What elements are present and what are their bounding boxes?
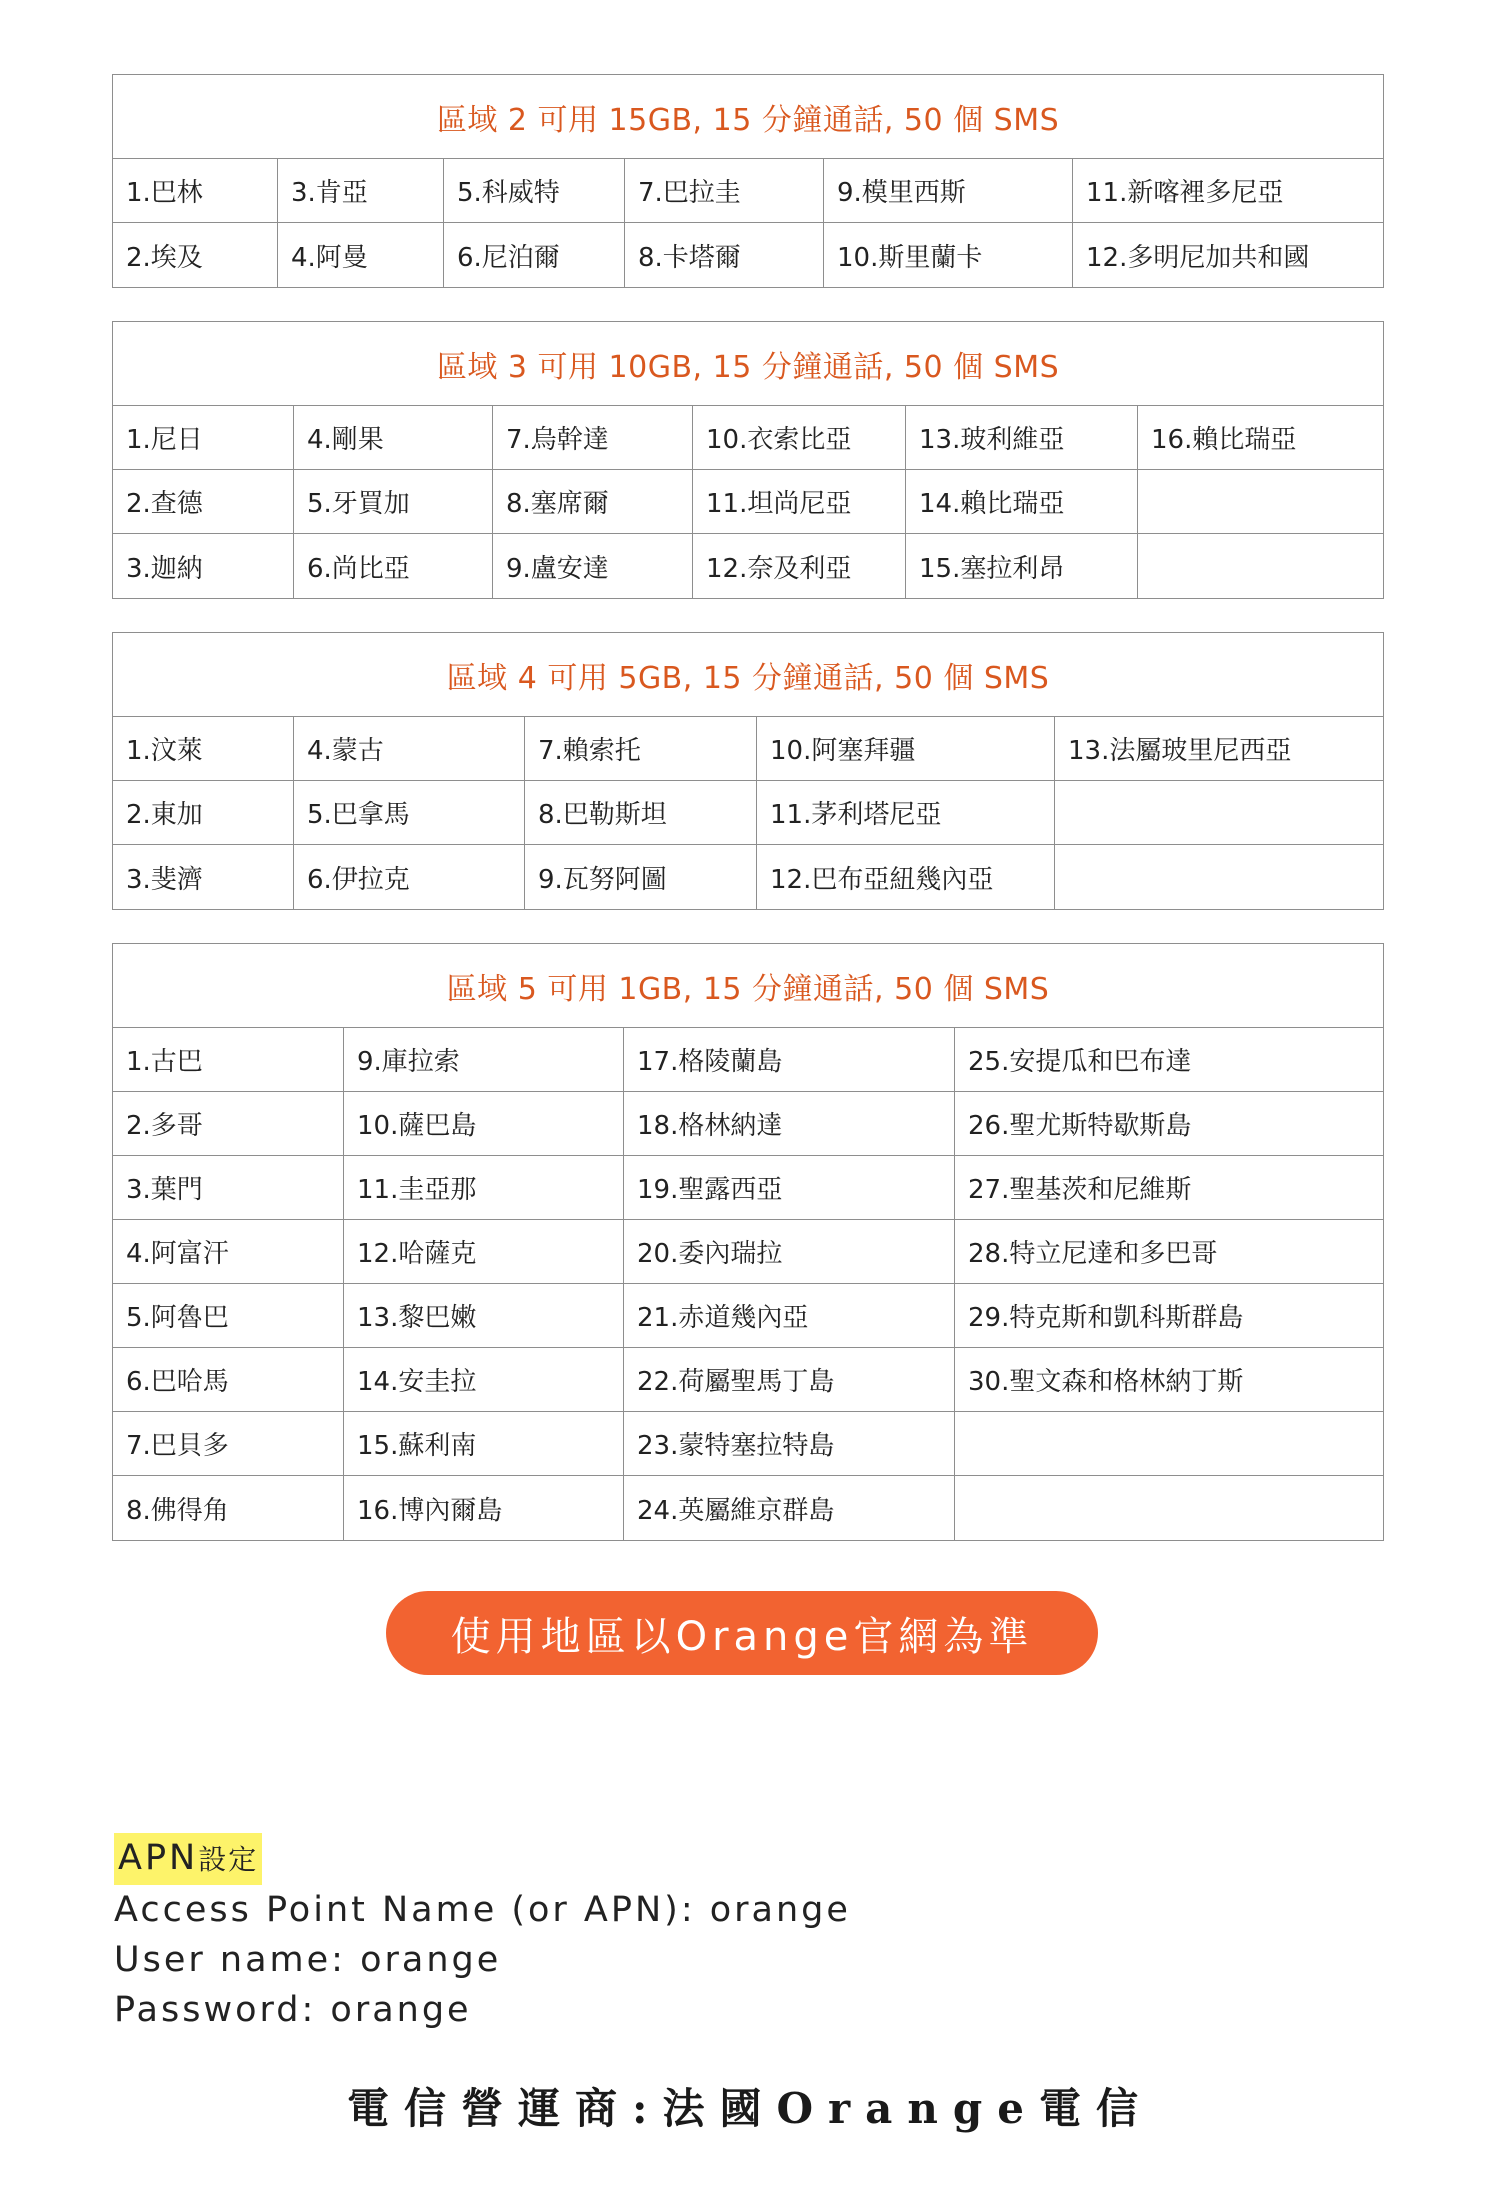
country-cell — [955, 1412, 1383, 1476]
region-5-grid — [113, 1028, 1383, 1540]
country-cell: 10.斯里蘭卡 — [824, 223, 1073, 287]
country-cell: 5.牙買加 — [294, 470, 493, 534]
country-cell: 3.迦納 — [113, 534, 294, 598]
country-cell: 25.安提瓜和巴布達 — [955, 1028, 1383, 1092]
country-cell: 30.聖文森和格林納丁斯 — [955, 1348, 1383, 1412]
country-cell: 23.蒙特塞拉特島 — [624, 1412, 955, 1476]
country-cell — [1138, 534, 1383, 598]
country-cell: 1.尼日 — [113, 406, 294, 470]
country-cell: 9.盧安達 — [493, 534, 693, 598]
country-cell: 3.葉門 — [113, 1156, 344, 1220]
country-cell: 14.安圭拉 — [344, 1348, 624, 1412]
country-cell: 11.圭亞那 — [344, 1156, 624, 1220]
country-cell: 9.庫拉索 — [344, 1028, 624, 1092]
country-cell: 12.多明尼加共和國 — [1086, 242, 1310, 273]
country-cell — [955, 1476, 1383, 1540]
apn-title — [114, 1833, 851, 1885]
country-cell: 4.阿曼 — [278, 223, 444, 287]
country-cell: 13.黎巴嫩 — [344, 1284, 624, 1348]
country-cell: 8.卡塔爾 — [625, 223, 824, 287]
country-cell: 8.巴勒斯坦 — [525, 781, 757, 845]
country-cell: 2.查德 — [113, 470, 294, 534]
country-cell: 9.模里西斯 — [824, 159, 1073, 223]
apn-name-line: Access Point Name (or APN): orange — [114, 1890, 851, 1930]
country-cell: 6.巴哈馬 — [113, 1348, 344, 1412]
country-cell: 20.委內瑞拉 — [624, 1220, 955, 1284]
country-cell: 4.剛果 — [294, 406, 493, 470]
country-cell: 5.阿魯巴 — [113, 1284, 344, 1348]
country-cell: 7.巴貝多 — [113, 1412, 344, 1476]
country-cell: 21.赤道幾內亞 — [624, 1284, 955, 1348]
country-cell: 2.多哥 — [113, 1092, 344, 1156]
country-cell: 16.賴比瑞亞 — [1138, 406, 1383, 470]
country-cell: 16.博內爾島 — [344, 1476, 624, 1540]
country-cell: 17.格陵蘭島 — [624, 1028, 955, 1092]
country-cell: 7.巴拉圭 — [625, 159, 824, 223]
country-cell: 11.茅利塔尼亞 — [757, 781, 1055, 845]
country-cell: 8.塞席爾 — [493, 470, 693, 534]
country-cell: 4.阿富汗 — [113, 1220, 344, 1284]
operator-footer: 電信營運商:法國Orange電信 — [346, 2084, 1154, 2133]
country-cell: 3.斐濟 — [113, 845, 294, 909]
country-cell: 13.玻利維亞 — [906, 406, 1138, 470]
country-cell — [1055, 845, 1383, 909]
country-cell — [1055, 781, 1383, 845]
apn-settings — [114, 1833, 851, 2035]
country-cell: 5.科威特 — [444, 159, 625, 223]
country-cell: 7.烏幹達 — [493, 406, 693, 470]
country-cell: 15.塞拉利昂 — [906, 534, 1138, 598]
country-cell: 26.聖尤斯特歇斯島 — [955, 1092, 1383, 1156]
country-cell: 24.英屬維京群島 — [624, 1476, 955, 1540]
country-cell: 2.東加 — [113, 781, 294, 845]
country-cell: 6.尼泊爾 — [444, 223, 625, 287]
country-cell: 15.蘇利南 — [344, 1412, 624, 1476]
country-cell: 28.特立尼達和多巴哥 — [955, 1220, 1383, 1284]
country-cell: 1.巴林 — [113, 159, 278, 223]
region-3-grid — [113, 406, 1383, 598]
country-cell: 8.佛得角 — [113, 1476, 344, 1540]
country-cell: 3.肯亞 — [278, 159, 444, 223]
country-cell: 6.伊拉克 — [294, 845, 525, 909]
region-2-table — [112, 74, 1384, 288]
apn-username-line: User name: orange — [114, 1940, 502, 1980]
apn-title-highlight — [114, 1833, 262, 1885]
country-cell: 1.汶萊 — [113, 717, 294, 781]
country-cell: 29.特克斯和凱科斯群島 — [955, 1284, 1383, 1348]
country-cell: 9.瓦努阿圖 — [525, 845, 757, 909]
region-4-grid — [113, 717, 1383, 909]
country-cell: 5.巴拿馬 — [294, 781, 525, 845]
country-cell: 11.坦尚尼亞 — [693, 470, 906, 534]
region-5-title: 區域 5 可用 1GB, 15 分鐘通話, 50 個 SMS — [113, 944, 1383, 1028]
apn-password-line: Password: orange — [114, 1990, 472, 2030]
country-cell: 27.聖基茨和尼維斯 — [955, 1156, 1383, 1220]
country-cell: 13.法屬玻里尼西亞 — [1055, 717, 1383, 781]
country-cell: 10.阿塞拜疆 — [757, 717, 1055, 781]
country-cell: 22.荷屬聖馬丁島 — [624, 1348, 955, 1412]
country-cell: 18.格林納達 — [624, 1092, 955, 1156]
country-cell: 12.巴布亞紐幾內亞 — [757, 845, 1055, 909]
country-cell: 1.古巴 — [113, 1028, 344, 1092]
country-cell: 10.薩巴島 — [344, 1092, 624, 1156]
region-4-table — [112, 632, 1384, 910]
region-5-table — [112, 943, 1384, 1541]
country-cell: 6.尚比亞 — [294, 534, 493, 598]
region-2-grid — [113, 159, 1383, 287]
country-cell: 12.哈薩克 — [344, 1220, 624, 1284]
apn-title-suffix: 設定 — [198, 1843, 259, 1876]
region-2-title: 區域 2 可用 15GB, 15 分鐘通話, 50 個 SMS — [113, 75, 1383, 159]
official-site-button[interactable]: 使用地區以Orange官網為準 — [386, 1591, 1098, 1675]
country-cell: 10.衣索比亞 — [693, 406, 906, 470]
country-cell — [1138, 470, 1383, 534]
country-cell: 19.聖露西亞 — [624, 1156, 955, 1220]
region-4-title: 區域 4 可用 5GB, 15 分鐘通話, 50 個 SMS — [113, 633, 1383, 717]
country-cell: 4.蒙古 — [294, 717, 525, 781]
country-cell: 7.賴索托 — [525, 717, 757, 781]
region-3-title: 區域 3 可用 10GB, 15 分鐘通話, 50 個 SMS — [113, 322, 1383, 406]
country-cell: 14.賴比瑞亞 — [906, 470, 1138, 534]
country-cell: 2.埃及 — [113, 223, 278, 287]
country-cell: 11.新喀裡多尼亞 — [1073, 159, 1383, 223]
region-3-table — [112, 321, 1384, 599]
apn-title-prefix: APN — [118, 1838, 199, 1878]
country-cell: 12.奈及利亞 — [693, 534, 906, 598]
